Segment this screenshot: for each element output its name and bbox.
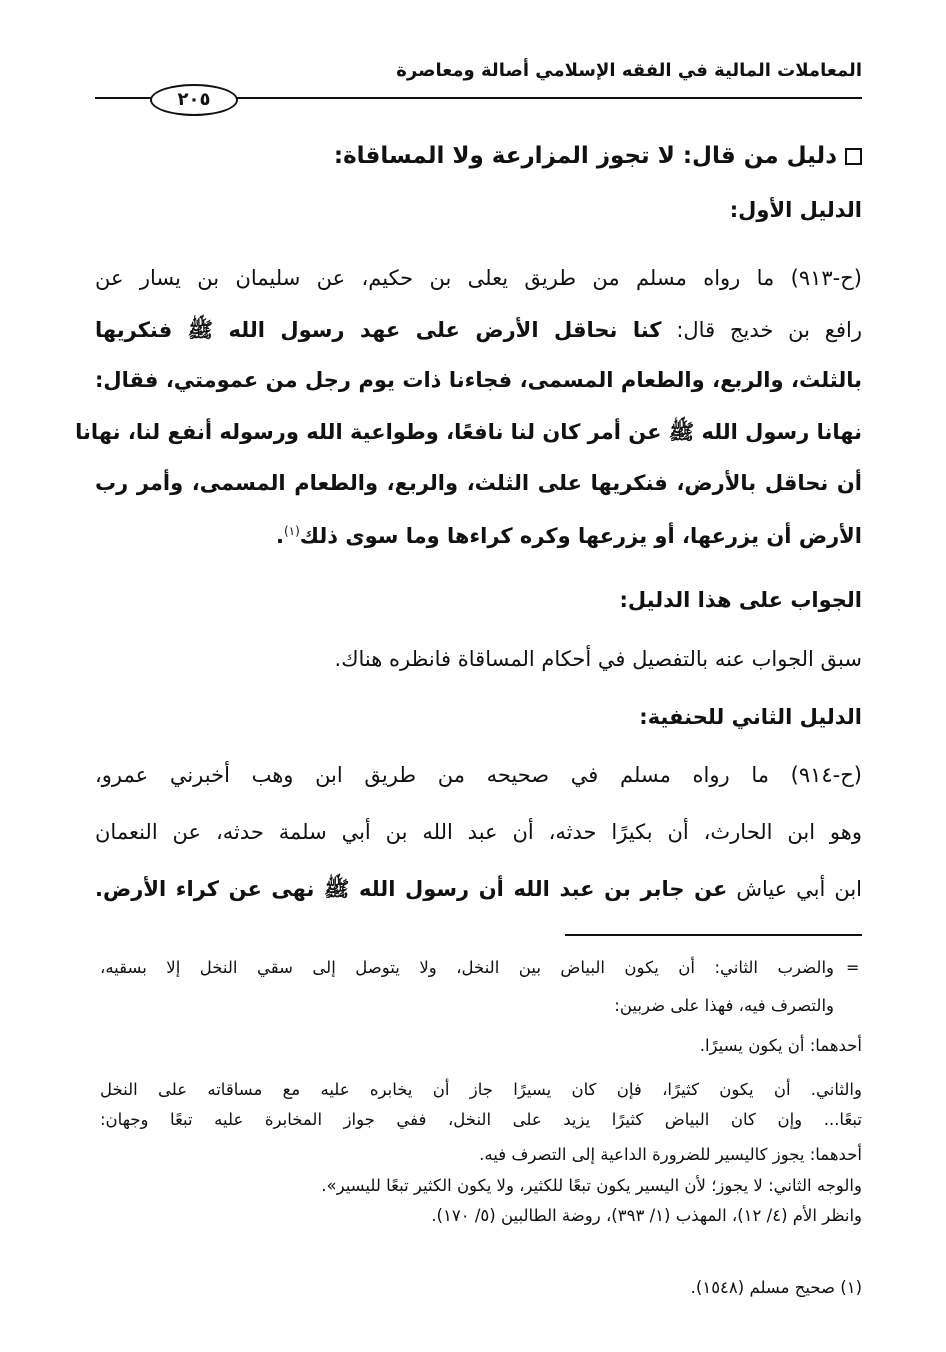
- footnote-line: وانظر الأم (٤/ ١٢)، المهذب (١/ ٣٩٣)، روضة الطالبين (٥/ ١٧٠).: [431, 1206, 862, 1225]
- period: .: [275, 524, 284, 548]
- narrator: رافع بن خديج قال:: [676, 318, 862, 342]
- hadith-text: عن جابر بن عبد الله أن رسول الله ﷺ نهى عن كراء الأرض.: [95, 877, 728, 901]
- footnote-ref: (١): [283, 524, 300, 538]
- hadith-text: كنا نحاقل الأرض على عهد رسول الله ﷺ فنكريها: [95, 318, 662, 342]
- running-header-title: المعاملات المالية في الفقه الإسلامي أصالة ومعاصرة: [396, 60, 862, 81]
- page-number: ٢٠٥: [150, 84, 238, 116]
- answer-heading: الجواب على هذا الدليل:: [619, 588, 862, 612]
- hadith-913-line: [95, 524, 862, 548]
- answer-text: سبق الجواب عنه بالتفصيل في أحكام المساقاة فانظره هناك.: [334, 647, 862, 671]
- footnote-line: تبعًا... وإن كان البياض كثيرًا يزيد على النخل، ففي جواز المخابرة عليه تبعًا وجهان:: [100, 1110, 862, 1129]
- footnote-line: والضرب الثاني: أن يكون البياض بين النخل، ولا يتوصل إلى سقي النخل إلا بسقيه،: [100, 958, 834, 977]
- hadith-913-line: نهانا رسول الله ﷺ عن أمر كان لنا نافعًا، وطواعية الله ورسوله أنفع لنا، نهانا: [75, 420, 862, 444]
- narrator: ابن أبي عياش: [736, 877, 863, 901]
- continuation-mark: =: [846, 958, 860, 977]
- section-heading-text: دليل من قال: لا تجوز المزارعة ولا المساقاة:: [333, 143, 837, 169]
- footnote-line: والتصرف فيه، فهذا على ضربين:: [614, 996, 834, 1015]
- hadith-913-line: [95, 317, 862, 348]
- hadith-text: الأرض أن يزرعها، أو يزرعها وكره كراءها وما سوى ذلك: [299, 524, 862, 548]
- hadith-913-line: أن نحاقل بالأرض، فنكريها على الثلث، والربع، والطعام المسمى، وأمر رب: [95, 471, 862, 495]
- hadith-914-line: (ح-٩١٤) ما رواه مسلم في صحيحه من طريق ابن وهب أخبرني عمرو،: [95, 763, 862, 787]
- section-heading: [95, 143, 862, 169]
- footnote-line: أحدهما: أن يكون يسيرًا.: [699, 1036, 862, 1055]
- hadith-913-line: بالثلث، والربع، والطعام المسمى، فجاءنا ذات يوم رجل من عمومتي، فقال:: [95, 368, 862, 392]
- second-proof-heading: الدليل الثاني للحنفية:: [639, 705, 862, 729]
- footnote-line: أحدهما: يجوز كاليسير للضرورة الداعية إلى التصرف فيه.: [479, 1145, 862, 1164]
- first-proof-heading: الدليل الأول:: [729, 198, 862, 222]
- footnote-line: والوجه الثاني: لا يجوز؛ لأن اليسير يكون تبعًا للكثير، ولا يكون الكثير تبعًا لليسير».: [321, 1176, 862, 1195]
- hadith-914-line: وهو ابن الحارث، أن بكيرًا حدثه، أن عبد الله بن أبي سلمة حدثه، عن النعمان: [95, 820, 862, 844]
- hadith-913-line: (ح-٩١٣) ما رواه مسلم من طريق يعلى بن حكيم، عن سليمان بن يسار عن: [95, 266, 862, 290]
- square-bullet-icon: [845, 148, 862, 165]
- footnote-rule: [565, 934, 862, 936]
- hadith-914-line: [95, 876, 862, 907]
- footnote-line: والثاني. أن يكون كثيرًا، فإن كان يسيرًا جاز أن يخابره عليه مع مساقاته على النخل: [100, 1080, 862, 1099]
- footnote-1: (١) صحيح مسلم (١٥٤٨).: [690, 1278, 862, 1297]
